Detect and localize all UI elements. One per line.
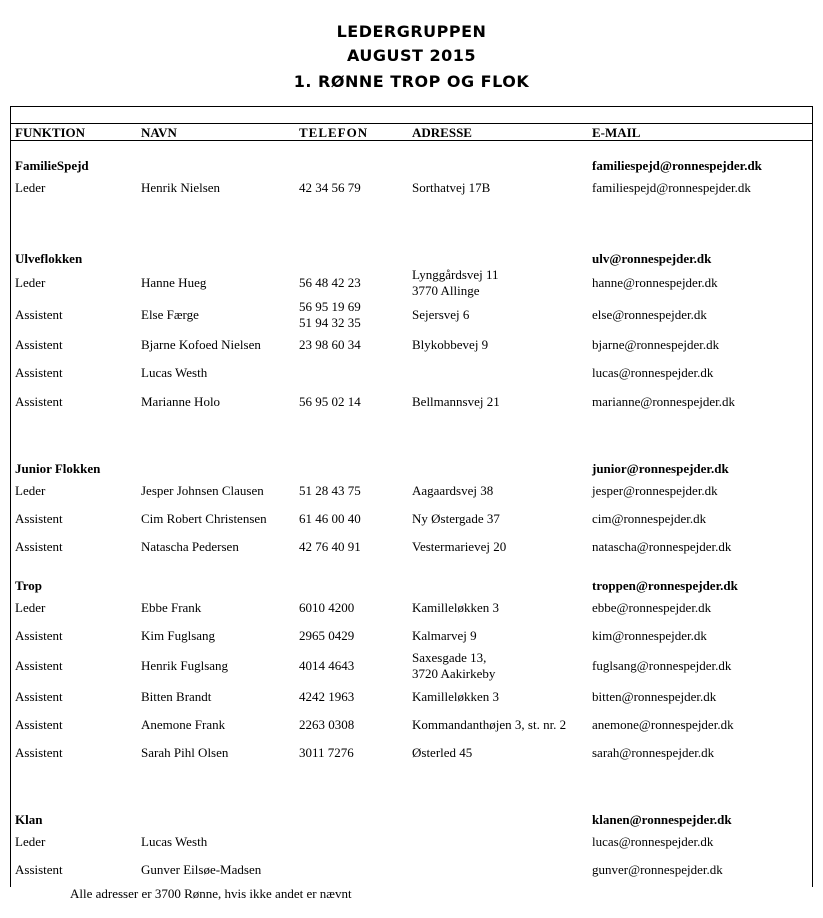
member-email-link[interactable]: else@ronnespejder.dk [592,307,707,322]
member-address-line2: 3720 Aakirkeby [412,666,496,681]
group-name: Junior Flokken [15,461,101,476]
member-name: Ebbe Frank [141,600,202,615]
member-address: Kommandanthøjen 3, st. nr. 2 [412,717,567,732]
group-email-link[interactable]: troppen@ronnespejder.dk [592,578,738,593]
member-email-link[interactable]: anemone@ronnespejder.dk [592,717,734,732]
member-name: Lucas Westh [141,834,208,849]
member-email-link[interactable]: lucas@ronnespejder.dk [592,365,714,380]
member-address: Kalmarvej 9 [412,628,477,643]
member-funktion: Leder [15,600,46,615]
member-address-line2: 3770 Allinge [412,283,480,298]
member-email-link[interactable]: bjarne@ronnespejder.dk [592,337,720,352]
footer-note: Alle adresser er 3700 Rønne, hvis ikke andet er nævnt [70,886,352,901]
member-funktion: Assistent [15,337,63,352]
member-address: Østerled 45 [412,745,473,760]
member-funktion: Leder [15,483,46,498]
member-email-link[interactable]: kim@ronnespejder.dk [592,628,707,643]
member-email-link[interactable]: jesper@ronnespejder.dk [592,483,718,498]
member-address: Ny Østergade 37 [412,511,500,526]
member-name: Marianne Holo [141,394,221,409]
member-name: Kim Fuglsang [141,628,216,643]
member-funktion: Leder [15,180,46,195]
member-address: Vestermarievej 20 [412,539,507,554]
group-email-link[interactable]: familiespejd@ronnespejder.dk [592,158,762,173]
member-email-link[interactable]: gunver@ronnespejder.dk [592,862,723,877]
member-funktion: Leder [15,275,46,290]
member-funktion: Assistent [15,862,63,877]
col-header-telefon: TELEFON [299,125,369,140]
group-name: Trop [15,578,42,593]
member-name: Bjarne Kofoed Nielsen [141,337,261,352]
member-phone: 42 76 40 91 [299,539,361,554]
header-top-rule [10,123,813,124]
member-phone: 56 48 42 23 [299,275,361,290]
col-header-adresse: ADRESSE [412,125,472,140]
member-funktion: Assistent [15,745,63,760]
member-email-link[interactable]: fuglsang@ronnespejder.dk [592,658,732,673]
member-email-link[interactable]: natascha@ronnespejder.dk [592,539,732,554]
member-phone: 4242 1963 [299,689,355,704]
member-funktion: Assistent [15,689,63,704]
member-phone: 3011 7276 [299,745,354,760]
member-funktion: Assistent [15,658,63,673]
member-address: Aagaardsvej 38 [412,483,494,498]
member-address: Sejersvej 6 [412,307,470,322]
member-funktion: Assistent [15,365,63,380]
member-phone: 56 95 19 69 [299,299,361,314]
member-funktion: Assistent [15,717,63,732]
member-phone-secondary: 51 94 32 35 [299,315,361,330]
member-address: Saxesgade 13, [412,650,487,665]
col-header-email: E-MAIL [592,125,641,140]
member-name: Hanne Hueg [141,275,207,290]
member-phone: 6010 4200 [299,600,355,615]
group-name: Ulveflokken [15,251,83,266]
member-address: Blykobbevej 9 [412,337,489,352]
member-funktion: Leder [15,834,46,849]
member-funktion: Assistent [15,628,63,643]
member-phone: 4014 4643 [299,658,355,673]
group-name: FamilieSpejd [15,158,89,173]
member-name: Lucas Westh [141,365,208,380]
member-email-link[interactable]: lucas@ronnespejder.dk [592,834,714,849]
col-header-funktion: FUNKTION [15,125,86,140]
group-email-link[interactable]: klanen@ronnespejder.dk [592,812,732,827]
member-name: Gunver Eilsøe-Madsen [141,862,262,877]
member-name: Bitten Brandt [141,689,212,704]
group-name: Klan [15,812,43,827]
member-address: Lynggårdsvej 11 [412,267,499,282]
member-email-link[interactable]: bitten@ronnespejder.dk [592,689,717,704]
member-funktion: Assistent [15,307,63,322]
member-phone: 23 98 60 34 [299,337,361,352]
col-header-navn: NAVN [141,125,177,140]
member-address: Sorthatvej 17B [412,180,491,195]
document-subtitle-date: AUGUST 2015 [346,46,477,65]
member-email-link[interactable]: sarah@ronnespejder.dk [592,745,715,760]
member-phone: 42 34 56 79 [299,180,361,195]
member-name: Cim Robert Christensen [141,511,267,526]
member-email-link[interactable]: cim@ronnespejder.dk [592,511,707,526]
member-phone: 2965 0429 [299,628,355,643]
member-name: Anemone Frank [141,717,226,732]
member-email-link[interactable]: familiespejd@ronnespejder.dk [592,180,751,195]
member-name: Jesper Johnsen Clausen [141,483,264,498]
member-phone: 56 95 02 14 [299,394,361,409]
group-email-link[interactable]: ulv@ronnespejder.dk [592,251,712,266]
member-phone: 61 46 00 40 [299,511,361,526]
member-address: Kamilleløkken 3 [412,600,500,615]
group-email-link[interactable]: junior@ronnespejder.dk [592,461,729,476]
member-phone: 51 28 43 75 [299,483,361,498]
member-email-link[interactable]: marianne@ronnespejder.dk [592,394,736,409]
member-phone: 2263 0308 [299,717,355,732]
member-email-link[interactable]: hanne@ronnespejder.dk [592,275,718,290]
member-address: Bellmannsvej 21 [412,394,500,409]
member-name: Natascha Pedersen [141,539,239,554]
member-name: Else Færge [141,307,199,322]
member-name: Henrik Fuglsang [141,658,229,673]
member-email-link[interactable]: ebbe@ronnespejder.dk [592,600,712,615]
member-funktion: Assistent [15,539,63,554]
member-funktion: Assistent [15,511,63,526]
member-name: Sarah Pihl Olsen [141,745,229,760]
member-name: Henrik Nielsen [141,180,221,195]
member-address: Kamilleløkken 3 [412,689,500,704]
member-funktion: Assistent [15,394,63,409]
document-title: LEDERGRUPPEN [336,22,487,41]
document-subtitle-unit: 1. RØNNE TROP OG FLOK [293,72,530,91]
